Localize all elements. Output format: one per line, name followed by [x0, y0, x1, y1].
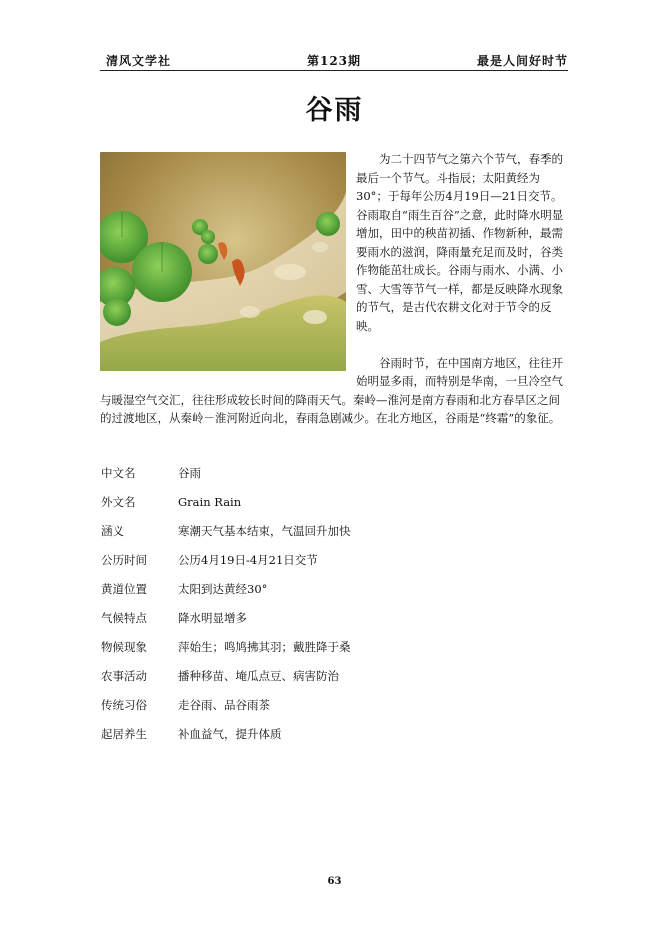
info-value: 播种移苗、埯瓜点豆、病害防治 [178, 669, 339, 683]
info-value: 降水明显增多 [178, 611, 247, 625]
info-row [100, 633, 568, 662]
info-key: 物候现象 [101, 640, 147, 654]
info-value: 太阳到达黄经30° [178, 582, 268, 596]
article-body [100, 150, 568, 428]
info-row [100, 575, 568, 604]
header-club-name: 清风文学社 [106, 54, 172, 68]
info-key: 公历时间 [101, 553, 147, 567]
info-row [100, 459, 568, 488]
info-value: Grain Rain [178, 495, 242, 509]
info-key: 传统习俗 [101, 698, 147, 712]
info-row [100, 517, 568, 546]
info-value: 谷雨 [178, 466, 201, 480]
info-key: 涵义 [101, 524, 124, 538]
header-issue: 第123期 [306, 54, 362, 68]
info-value: 寒潮天气基本结束，气温回升加快 [178, 524, 351, 538]
info-table [100, 459, 568, 749]
paragraph-2: 谷雨时节，在中国南方地区，往往开始明显多雨，而特别是华南，一旦冷空气与暖湿空气交汇，往往形成较长时间的降雨天气。秦岭—淮河是南方春雨和北方春旱区之间的过渡地区，从秦岭－淮河附近向北，春雨急剧减少。在北方地区，谷雨是“终霜”的象征。 [100, 355, 563, 425]
info-row [100, 546, 568, 575]
info-value: 补血益气，提升体质 [178, 727, 282, 741]
illustration-svg [100, 152, 346, 371]
info-key: 气候特点 [101, 611, 147, 625]
info-key: 农事活动 [101, 669, 147, 683]
lotus-pond-illustration [100, 152, 346, 371]
page-number: 63 [327, 876, 342, 887]
info-row [100, 662, 568, 691]
page-header [100, 50, 568, 71]
info-key: 中文名 [101, 466, 136, 480]
paragraph-1: 为二十四节气之第六个节气，春季的最后一个节气。斗指辰；太阳黄经为30°；于每年公历4月19日—21日交节。谷雨取自“雨生百谷”之意，此时降水明显增加，田中的秧苗初插、作物新种，最需要雨水的滋润，降雨量充足而及时，谷类作物能茁壮成长。谷雨与雨水、小满、小雪、大雪等节气一样，都是反映降水现象的节气，是古代农耕文化对于节令的反映。 [356, 152, 564, 333]
info-value: 走谷雨、品谷雨茶 [178, 698, 270, 712]
info-value: 萍始生；鸣鸠拂其羽；戴胜降于桑 [178, 640, 351, 654]
header-column-name: 最是人间好时节 [476, 54, 568, 68]
info-row [100, 720, 568, 749]
article-title: 谷雨 [305, 95, 364, 126]
info-value: 公历4月19日-4月21日交节 [178, 553, 318, 567]
info-row [100, 488, 568, 517]
info-row [100, 691, 568, 720]
info-row [100, 604, 568, 633]
info-key: 黄道位置 [101, 582, 147, 596]
info-key: 起居养生 [101, 727, 147, 741]
info-key: 外文名 [101, 495, 136, 509]
